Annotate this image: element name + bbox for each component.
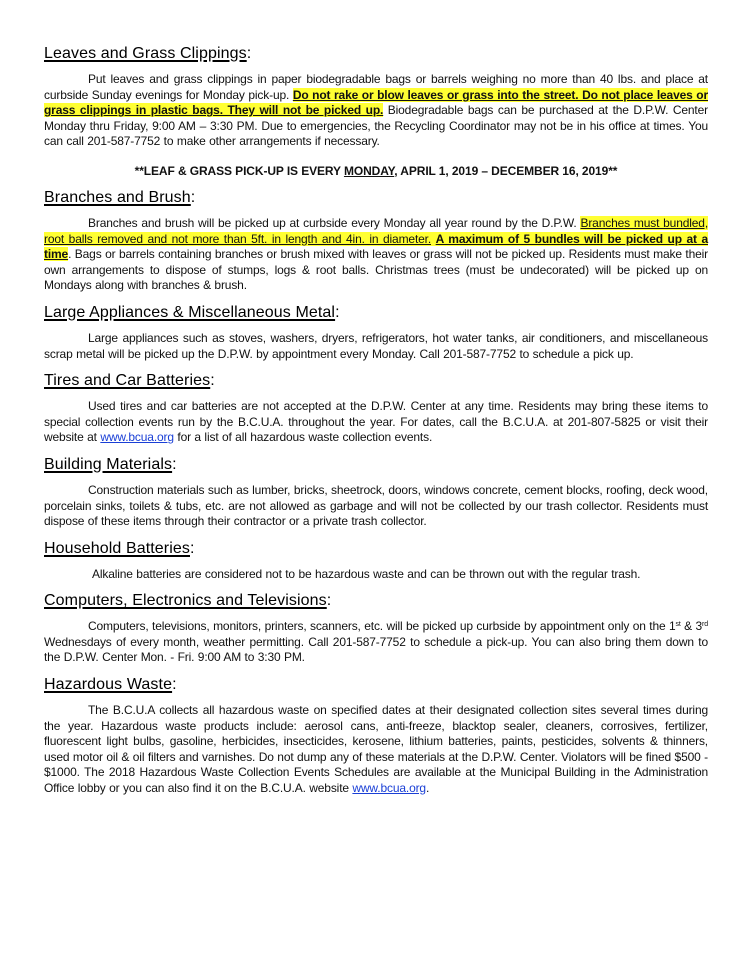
section-body: Computers, televisions, monitors, printers, scanners, etc. will be picked up curbside by appointment only on the 1st & 3rd Wednesdays of every month, weather permitting. Call 201-587-7752 to schedule a pick-up. You can also bring them down to the D.P.W. Center Mon. - Fri. 9:00 AM to 3:30 PM. xyxy=(44,619,708,665)
document-page xyxy=(44,44,708,806)
section-heading: Computers, Electronics and Televisions: xyxy=(44,592,332,610)
section-body: Branches and brush will be picked up at curbside every Monday all year round by the D.P.W. Branches must bundled, root balls removed and not more than 5ft. in length and 4in. in diameter. A maximum of 5 bundles will be picked up at a time. Bags or barrels containing branches or brush mixed with leaves or grass will not be picked up. Residents must make their own arrangements to dispose of stumps, logs & root balls. Christmas trees (must be undecorated) will be picked up on Mondays along with branches & brush. xyxy=(44,215,708,293)
section-heading: Building Materials: xyxy=(44,455,177,473)
section-appliances xyxy=(44,303,708,362)
section-building xyxy=(44,455,708,530)
bcua-link[interactable]: www.bcua.org xyxy=(100,430,174,445)
bcua-link[interactable]: www.bcua.org xyxy=(352,781,426,796)
highlighted-warning: A maximum of 5 bundles will be picked up at a time xyxy=(44,231,708,262)
highlighted-warning: Do not rake or blow leaves or grass into the street. Do not place leaves or grass clippings in plastic bags. They will not be picked up. xyxy=(44,87,708,118)
section-body: Construction materials such as lumber, bricks, sheetrock, doors, windows concrete, cement blocks, roofing, deck wood, porcelain sinks, toilets & tubs, etc. are not allowed as garbage and will not be collected by our trash collector. Residents must dispose of these items through their contractor or a private trash collector. xyxy=(44,482,708,529)
highlighted-warning: Branches must bundled, root balls removed and not more than 5ft. in length and 4in. in diameter. xyxy=(44,215,708,246)
section-heading: Household Batteries: xyxy=(44,539,195,557)
section-branches xyxy=(44,188,708,294)
section-heading: Hazardous Waste: xyxy=(44,676,177,694)
section-leaves xyxy=(44,44,708,179)
section-heading: Large Appliances & Miscellaneous Metal: xyxy=(44,303,340,321)
section-body: The B.C.U.A collects all hazardous waste on specified dates at their designated collection sites several times during the year. Hazardous waste products include: aerosol cans, anti-freeze, blacktop sealer, cleaners, corrosives, fertilizer, fluorescent light bulbs, gasoline, herbicides, insecticides, kerosene, lithium batteries, paints, pesticides, solvents & thinners, used motor oil & oil filters and varnishes. Do not dump any of these materials at the D.P.W. Center. Violators will be fined $500 - $1000. The 2018 Hazardous Waste Collection Events Schedules are available at the Municipal Building in the Administration Office lobby or you can also find it on the B.C.U.A. website www.bcua.org. xyxy=(44,703,708,796)
section-hazardous xyxy=(44,675,708,797)
section-heading: Leaves and Grass Clippings: xyxy=(44,45,252,62)
section-household xyxy=(44,539,708,583)
section-heading: Branches and Brush: xyxy=(44,188,196,206)
section-body: Alkaline batteries are considered not to be hazardous waste and can be thrown out with the regular trash. xyxy=(92,566,641,581)
pickup-notice: **LEAF & GRASS PICK-UP IS EVERY MONDAY, APRIL 1, 2019 – DECEMBER 16, 2019** xyxy=(134,163,618,178)
section-heading: Tires and Car Batteries: xyxy=(44,372,215,390)
section-computers xyxy=(44,591,708,666)
section-body: Used tires and car batteries are not accepted at the D.P.W. Center at any time. Residents may bring these items to special collection events run by the B.C.U.A. throughout the year. For dates, call the B.C.U.A. at 201-807-5825 or visit their website at www.bcua.org for a list of all hazardous waste collection events. xyxy=(44,399,708,445)
section-body: Large appliances such as stoves, washers, dryers, refrigerators, hot water tanks, air conditioners, and miscellaneous scrap metal will be picked up the D.P.W. by appointment every Monday. Call 201-587-7752 to schedule a pick up. xyxy=(44,330,708,361)
section-body: Put leaves and grass clippings in paper biodegradable bags or barrels weighing no more than 40 lbs. and place at curbside Sunday evenings for Monday pick-up. Do not rake or blow leaves or grass into the street. Do not place leaves or grass clippings in plastic bags. They will not be picked up. Biodegradable bags can be purchased at the D.P.W. Center Monday thru Friday, 9:00 AM – 3:30 PM. Due to emergencies, the Recycling Coordinator may not be in his office at times. You can call 201-587-7752 to make other arrangements if necessary. xyxy=(44,72,708,149)
section-tires xyxy=(44,371,708,446)
